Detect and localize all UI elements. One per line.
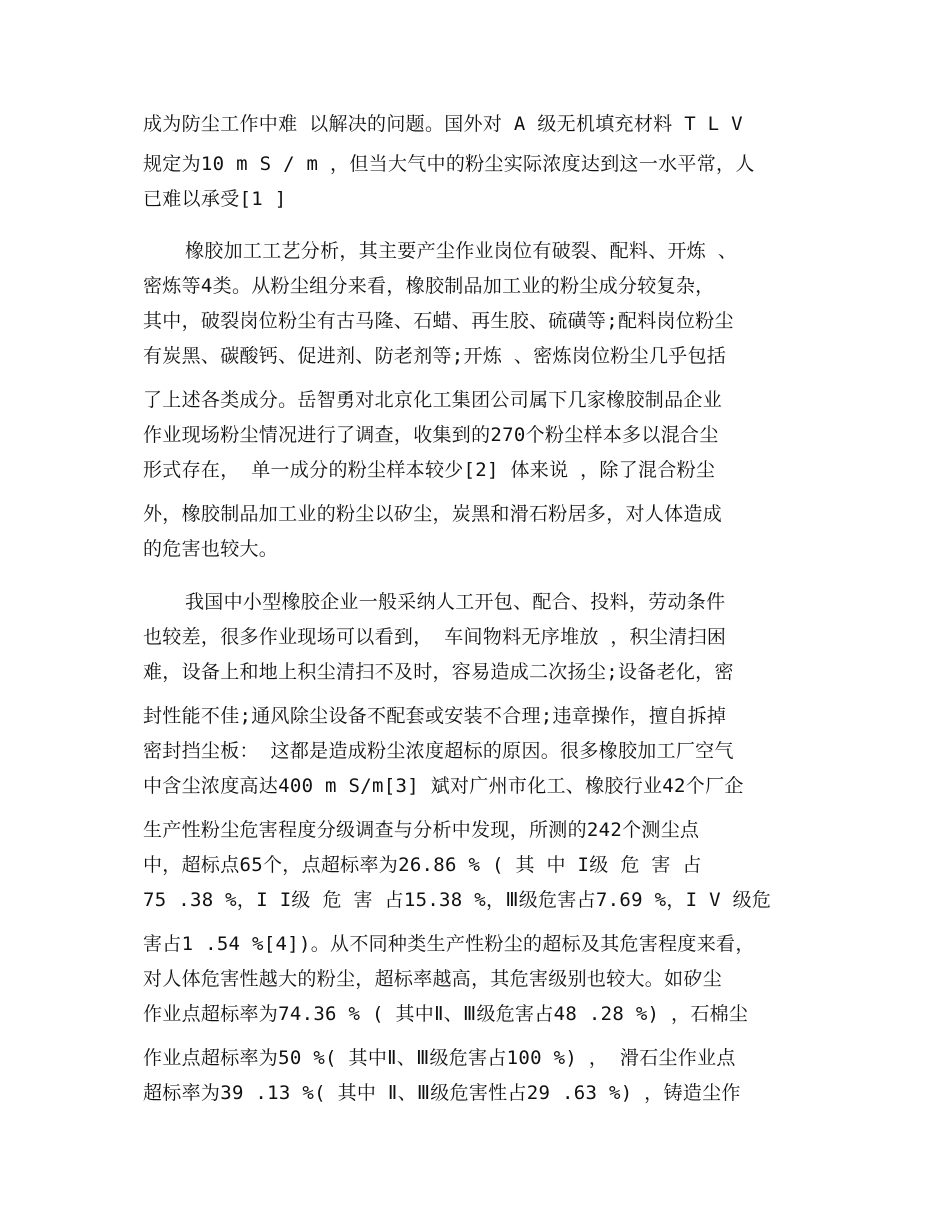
text-line: 中，超标点65个，点超标率为26.86 % ( 其 中 I级 危 害 占	[143, 854, 702, 876]
text-line: 难，设备上和地上积尘清扫不及时，容易造成二次扬尘;设备老化，密	[143, 661, 734, 683]
text-line: 的危害也较大。	[143, 538, 279, 560]
text-line: 已难以承受[1 ]	[143, 188, 287, 210]
text-line: 超标率为39 .13 %( 其中 Ⅱ、Ⅲ级危害性占29 .63 %) ，铸造尘作	[143, 1082, 741, 1104]
text-line: 生产性粉尘危害程度分级调查与分析中发现，所测的242个测尘点	[143, 819, 700, 841]
text-line: 作业点超标率为74.36 % ( 其中Ⅱ、Ⅲ级危害占48 .28 %) ，石棉尘	[143, 1003, 749, 1025]
text-line: 密封挡尘板： 这都是造成粉尘浓度超标的原因。很多橡胶加工厂空气	[143, 740, 734, 762]
text-line: 也较差，很多作业现场可以看到， 车间物料无序堆放 ，积尘清扫困	[143, 626, 727, 648]
text-line: 我国中小型橡胶企业一般采纳人工开包、配合、投料，劳动条件	[185, 591, 726, 613]
text-line: 了上述各类成分。岳智勇对北京化工集团公司属下几家橡胶制品企业	[143, 389, 723, 411]
text-line: 有炭黑、碳酸钙、促进剂、防老剂等;开炼 、密炼岗位粉尘几乎包括	[143, 345, 727, 367]
text-line: 成为防尘工作中难 以解决的问题。国外对 A 级无机填充材料 T L V	[143, 113, 743, 135]
text-line: 封性能不佳;通风除尘设备不配套或安装不合理;违章操作，擅自拆掉	[143, 705, 727, 727]
text-line: 规定为10 m S / m ，但当大气中的粉尘实际浓度达到这一水平常，人	[143, 153, 755, 175]
text-line: 橡胶加工工艺分析，其主要产尘作业岗位有破裂、配料、开炼 、	[185, 240, 738, 262]
text-line: 作业点超标率为50 %( 其中Ⅱ、Ⅲ级危害占100 %) ， 滑石尘作业点	[143, 1047, 736, 1069]
text-line: 75 .38 %，I I级 危 害 占15.38 %，Ⅲ级危害占7.69 %，I V 级危	[143, 889, 772, 911]
text-line: 害占1 .54 %[4])。从不同种类生产性粉尘的超标及其危害程度来看，	[143, 933, 755, 955]
text-line: 其中，破裂岗位粉尘有古马隆、石蜡、再生胶、硫磺等;配料岗位粉尘	[143, 310, 734, 332]
text-line: 中含尘浓度高达400 m S/m[3] 斌对广州市化工、橡胶行业42个厂企	[143, 775, 744, 797]
text-line: 形式存在， 单一成分的粉尘样本较少[2] 体来说 ，除了混合粉尘	[143, 459, 716, 481]
text-line: 外，橡胶制品加工业的粉尘以矽尘，炭黑和滑石粉居多，对人体造成	[143, 503, 723, 525]
text-line: 作业现场粉尘情况进行了调查，收集到的270个粉尘样本多以混合尘	[143, 424, 719, 446]
text-line: 密炼等4类。从粉尘组分来看，橡胶制品加工业的粉尘成分较复杂，	[143, 275, 715, 297]
text-line: 对人体危害性越大的粉尘，超标率越高，其危害级别也较大。如矽尘	[143, 968, 723, 990]
